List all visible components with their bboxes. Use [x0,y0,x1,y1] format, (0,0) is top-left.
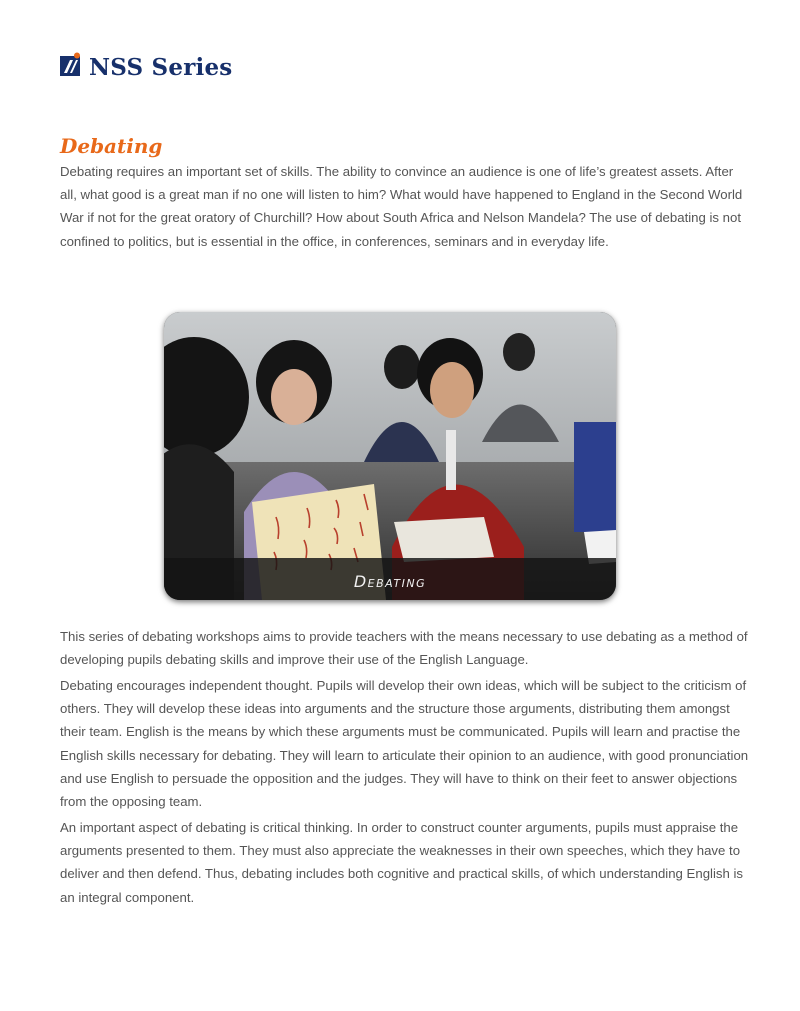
section-title: Debating [60,134,163,158]
debating-photo [164,312,616,600]
photo-caption: Debating [353,571,427,591]
nss-logo-icon [60,52,82,78]
body-paragraph-1: This series of debating workshops aims to provide teachers with the means necessary to use debating as a method of developing pupils debating skills and improve their use of the English Language. [60,629,748,668]
photo-illustration [164,312,616,600]
brand-name: NSS Series [89,54,233,81]
intro-paragraph: Debating requires an important set of skills. The ability to convince an audience is one of life’s greatest assets. After all, what good is a great man if no one will listen to him? What would have happened to England in the Second World War if not for the great oratory of Churchill? How about South Africa and Nelson Mandela? The use of debating is not confined to politics, but is essential in the office, in conferences, seminars and in everyday life. [60,164,743,249]
body-paragraph-3: An important aspect of debating is critical thinking. In order to construct counter arguments, pupils must appraise the arguments presented to them. They must also appreciate the weaknesses in their own speeches, which they have to deliver and then defend. Thus, debating includes both cognitive and practical skills, of which understanding English is an integral component. [60,820,744,905]
brand-logo [60,50,232,79]
photo-caption-bar [164,558,616,600]
body-paragraph-2: Debating encourages independent thought. Pupils will develop their own ideas, which will be subject to the criticism of others. They will develop these ideas into arguments and the structure those arguments, distributing them amongst their team. English is the means by which these arguments must be communicated. Pupils will learn and practise the English skills necessary for debating. They will learn to articulate their opinion to an audience, with good pronunciation and use English to persuade the opposition and the judges. They will have to think on their feet to answer objections from the opposing team. [60,678,749,810]
